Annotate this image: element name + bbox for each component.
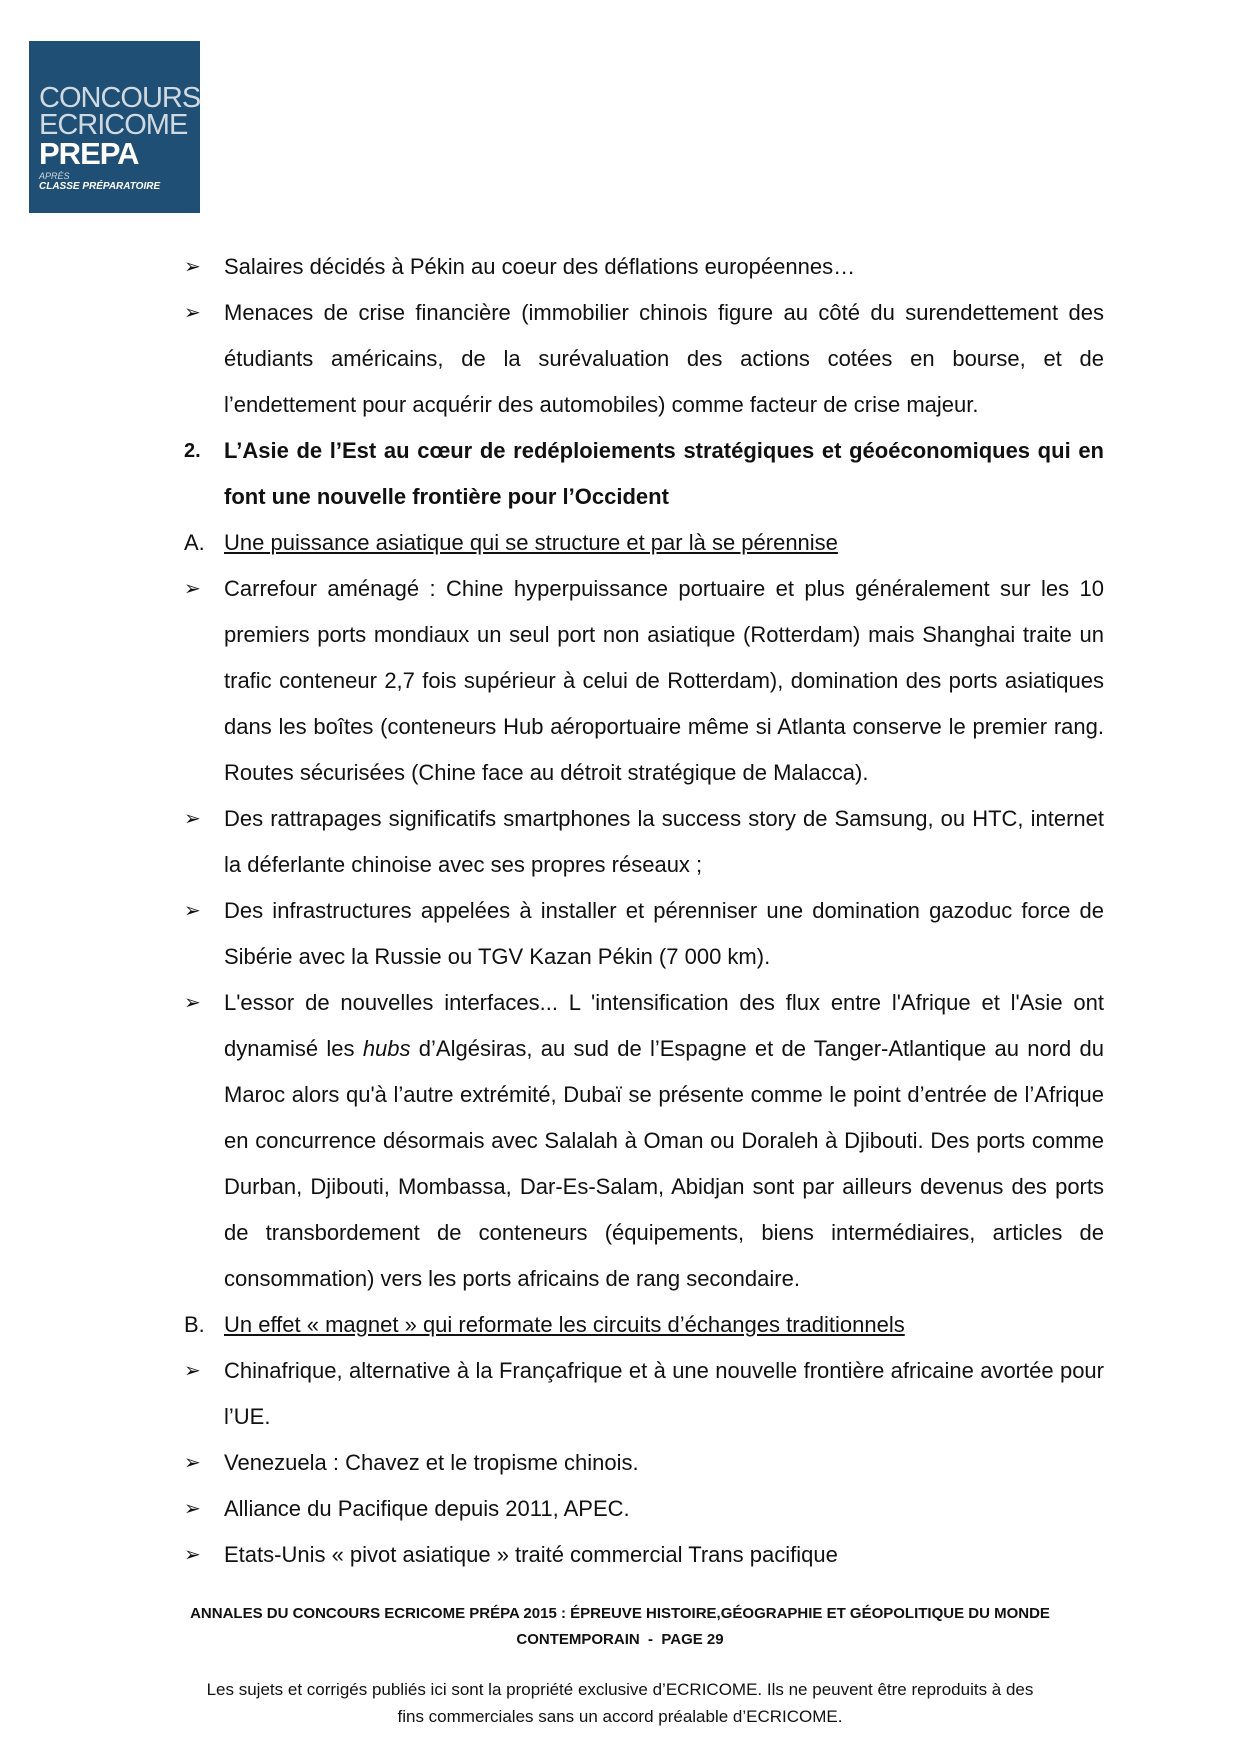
item-text: Chinafrique, alternative à la Françafrique et à une nouvelle frontière africaine avortée pour l’UE. xyxy=(224,1358,1104,1429)
item-text: Menaces de crise financière (immobilier chinois figure au côté du surendettement des étudiants américains, de la surévaluation des actions cotées en bourse, et de l’endettement pour acquérir des automobiles) comme facteur de crise majeur. xyxy=(224,300,1104,417)
legal-notice xyxy=(130,1676,1110,1730)
list-item xyxy=(184,1486,1104,1532)
item-text-before: L'essor de nouvelles interfaces... L 'intensification des flux entre l'Afrique et l'Asie ont dynamisé les xyxy=(224,990,1104,1061)
list-item xyxy=(184,290,1104,428)
logo-line-concours: CONCOURS xyxy=(39,82,201,114)
subsection-letter: A. xyxy=(184,530,205,555)
logo-line-ecricome: ECRICOME xyxy=(39,109,188,141)
bullet-arrow-icon: ➢ xyxy=(184,578,201,600)
list-item xyxy=(184,1532,1104,1578)
item-text: Etats-Unis « pivot asiatique » traité commercial Trans pacifique xyxy=(224,1542,838,1567)
subsection-heading-a xyxy=(184,520,1104,566)
footer-title-line: ANNALES DU CONCOURS ECRICOME PRÉPA 2015 : ÉPREUVE HISTOIRE,GÉOGRAPHIE ET GÉOPOLITIQUE DU MONDE xyxy=(190,1605,1050,1622)
legal-line-2: fins commerciales sans un accord préalable d’ECRICOME. xyxy=(397,1707,843,1726)
bullet-arrow-icon: ➢ xyxy=(184,900,201,922)
bullet-arrow-icon: ➢ xyxy=(184,302,201,324)
bullet-arrow-icon: ➢ xyxy=(184,1498,201,1520)
item-text: Venezuela : Chavez et le tropisme chinois. xyxy=(224,1450,639,1475)
list-item xyxy=(184,888,1104,980)
logo-line-classe: CLASSE PRÉPARATOIRE xyxy=(39,181,161,192)
list-item xyxy=(184,1348,1104,1440)
subsection-title: Un effet « magnet » qui reformate les circuits d’échanges traditionnels xyxy=(224,1312,905,1337)
legal-line-1: Les sujets et corrigés publiés ici sont la propriété exclusive d’ECRICOME. Ils ne peuvent être reproduits à des xyxy=(206,1680,1034,1699)
subsection-title: Une puissance asiatique qui se structure et par là se pérennise xyxy=(224,530,838,555)
bullet-arrow-icon: ➢ xyxy=(184,1360,201,1382)
list-item xyxy=(184,566,1104,796)
bullet-arrow-icon: ➢ xyxy=(184,992,201,1014)
section-title: L’Asie de l’Est au cœur de redéploiements stratégiques et géoéconomiques qui en font une nouvelle frontière pour l’Occident xyxy=(224,438,1104,509)
list-item xyxy=(184,796,1104,888)
bullet-arrow-icon: ➢ xyxy=(184,808,201,830)
logo-line-prepa: PREPA xyxy=(39,136,139,171)
item-text: Des rattrapages significatifs smartphones la success story de Samsung, ou HTC, internet la déferlante chinoise avec ses propres réseaux ; xyxy=(224,806,1104,877)
item-text: Salaires décidés à Pékin au coeur des déflations européennes… xyxy=(224,254,856,279)
item-text-italic: hubs xyxy=(362,1036,411,1061)
ecricome-logo xyxy=(29,41,200,213)
list-item xyxy=(184,1440,1104,1486)
page-footer xyxy=(150,1601,1090,1653)
subsection-letter: B. xyxy=(184,1312,205,1337)
section-heading-2 xyxy=(184,428,1104,520)
item-text: Des infrastructures appelées à installer et pérenniser une domination gazoduc force de Sibérie avec la Russie ou TGV Kazan Pékin (7 000 km). xyxy=(224,898,1104,969)
item-text: Carrefour aménagé : Chine hyperpuissance portuaire et plus généralement sur les 10 premiers ports mondiaux un seul port non asiatique (Rotterdam) mais Shanghai traite un trafic conteneur 2,7 fois supérieur à celui de Rotterdam), domination des ports asiatiques dans les boîtes (conteneurs Hub aéroportuaire même si Atlanta conserve le premier rang. Routes sécurisées (Chine face au détroit stratégique de Malacca). xyxy=(224,576,1104,785)
item-text: Alliance du Pacifique depuis 2011, APEC. xyxy=(224,1496,630,1521)
bullet-arrow-icon: ➢ xyxy=(184,1544,201,1566)
footer-page-line: CONTEMPORAIN - PAGE 29 xyxy=(516,1631,724,1648)
bullet-arrow-icon: ➢ xyxy=(184,256,201,278)
section-number: 2. xyxy=(184,440,201,462)
item-text-after: d’Algésiras, au sud de l’Espagne et de Tanger-Atlantique au nord du Maroc alors qu'à l’autre extrémité, Dubaï se présente comme le point d’entrée de l’Afrique en concurrence désormais avec Salalah à Oman ou Doraleh à Djibouti. Des ports comme Durban, Djibouti, Mombassa, Dar-Es-Salam, Abidjan sont par ailleurs devenus des ports de transbordement de conteneurs (équipements, biens intermédiaires, articles de consommation) vers les ports africains de rang secondaire. xyxy=(224,1036,1104,1291)
list-item xyxy=(184,980,1104,1302)
document-body xyxy=(184,244,1104,1578)
bullet-arrow-icon: ➢ xyxy=(184,1452,201,1474)
list-item xyxy=(184,244,1104,290)
subsection-heading-b xyxy=(184,1302,1104,1348)
logo-line-apres: APRÈS xyxy=(39,171,70,181)
